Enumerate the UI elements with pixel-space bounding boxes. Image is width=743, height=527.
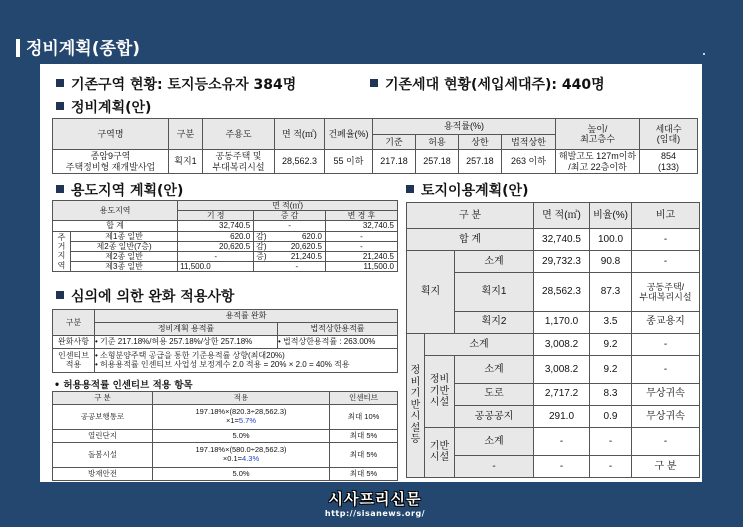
table-cell: 20,620.5 — [269, 241, 326, 251]
table-cell: 제2종 일반(7층) — [71, 241, 178, 251]
table-cell: 87.3 — [590, 273, 632, 311]
header-cell: 비고 — [632, 203, 700, 229]
table-cell: 해발고도 127m이하 /최고 22층이하 — [556, 150, 640, 174]
table-cell — [95, 348, 398, 372]
table-cell: 32,740.5 — [178, 221, 254, 231]
header-cell: 구분 — [53, 310, 95, 336]
header-cell: 높이/ 최고층수 — [556, 119, 640, 150]
heading-text: 토지이용계획(안) — [421, 183, 529, 199]
table-cell: - — [632, 229, 700, 251]
table-cell: 257.18 — [458, 150, 501, 174]
table-cell: 합 계 — [53, 221, 178, 231]
table-cell — [153, 405, 330, 430]
table-cell: • 기준 217.18%/허용 257.18%/상한 257.18% — [95, 335, 278, 348]
formula-text: ×1= — [225, 416, 239, 426]
table-cell: 증) — [254, 251, 269, 261]
header-cell: 면 적(㎡) — [178, 201, 398, 211]
heading-text: 허용용적률 인센티브 적용 항목 — [63, 380, 193, 391]
table-cell: 9.2 — [590, 355, 632, 383]
table-cell: 21,240.5 — [269, 251, 326, 261]
header-cell: 주용도 — [203, 119, 275, 150]
heading-relief — [56, 286, 234, 306]
header-cell: 법적상한용적률 — [278, 322, 398, 335]
formula-line — [153, 417, 329, 426]
header-cell: 용적률 완화 — [95, 310, 398, 323]
table-cell: 291.0 — [534, 405, 590, 427]
table-cell: - — [534, 455, 590, 477]
table-cell: 구 분 — [632, 455, 700, 477]
table-cell: 257.18 — [415, 150, 458, 174]
relief-table — [52, 309, 398, 373]
table-cell: 돌봄시설 — [53, 443, 153, 468]
formula-result: 4.3% — [242, 453, 260, 463]
header-cell: 면 적(㎡) — [275, 119, 325, 150]
header-cell: 적용 — [153, 392, 330, 405]
table-cell: 최대 5% — [330, 429, 398, 442]
table-cell: 완화사항 — [53, 335, 95, 348]
table-cell: 획지1 — [169, 150, 203, 174]
table-cell: 열린단지 — [53, 429, 153, 442]
table-cell: 5.0% — [153, 467, 330, 480]
header-cell: 구 분 — [53, 392, 153, 405]
table-cell: 100.0 — [590, 229, 632, 251]
table-cell: - — [455, 455, 534, 477]
header-cell: 용적률(%) — [373, 119, 556, 135]
table-cell: 32,740.5 — [326, 221, 398, 231]
plan-table — [52, 118, 698, 174]
bullet-square-icon — [56, 291, 64, 299]
heading-plan — [56, 97, 151, 117]
bullet-square-icon — [56, 79, 64, 87]
header-cell: 증 감 — [254, 211, 326, 221]
header-cell: 허용 — [415, 134, 458, 150]
header-cell: 기준 — [373, 134, 416, 150]
table-cell: 620.0 — [269, 231, 326, 241]
table-cell: 제3종 일반 — [71, 262, 178, 272]
formula-line — [153, 455, 329, 464]
formula-text: ×0.1= — [222, 453, 243, 463]
table-cell: 획지 — [407, 251, 455, 334]
table-cell: 3,008.2 — [534, 355, 590, 383]
bullet-square-icon — [56, 102, 64, 110]
logo-text: 시사프리신문 — [328, 490, 422, 508]
header-cell: 비율(%) — [590, 203, 632, 229]
table-cell: 기반 시설 — [425, 427, 455, 477]
table-cell: 2,717.2 — [534, 383, 590, 405]
table-cell: 소계 — [455, 427, 534, 455]
table-cell: - — [590, 455, 632, 477]
header-cell: 세대수 (임대) — [640, 119, 698, 150]
header-cell: 용도지역 — [53, 201, 178, 221]
table-cell: 21,240.5 — [326, 251, 398, 261]
heading-text: 심의에 의한 완화 적용사항 — [71, 289, 235, 305]
table-cell: 217.18 — [373, 150, 416, 174]
incentive-table — [52, 391, 398, 481]
table-cell: 제2종 일반 — [71, 251, 178, 261]
table-cell: 854 (133) — [640, 150, 698, 174]
table-cell: 감) — [254, 231, 269, 241]
header-cell: 구 분 — [407, 203, 534, 229]
heading-text: 기존세대 현황(세입세대주): 440명 — [385, 77, 605, 93]
table-cell: 263 이하 — [501, 150, 555, 174]
formula-result: 5.7% — [238, 416, 257, 426]
table-cell: 최대 10% — [330, 405, 398, 430]
corner-dot — [703, 53, 705, 55]
header-cell: 면 적(㎡) — [534, 203, 590, 229]
relief-line: • 허용용적률 인센티브 사업성 보정계수 2.0 적용 = 20% × 2.0 = 40% 적용 — [95, 360, 350, 370]
header-cell: 법적상한 — [501, 134, 555, 150]
table-cell: • 법적상한용적률 : 263.00% — [278, 335, 398, 348]
table-cell: 29,732.3 — [534, 251, 590, 273]
table-cell: 소계 — [455, 251, 534, 273]
header-cell: 건폐율(%) — [325, 119, 373, 150]
heading-text: 정비계획(안) — [71, 100, 152, 116]
heading-existing-area — [56, 74, 296, 94]
table-cell: 32,740.5 — [534, 229, 590, 251]
header-cell: 구분 — [169, 119, 203, 150]
table-cell: 11,500.0 — [178, 262, 254, 272]
table-cell: 1,170.0 — [534, 311, 590, 333]
table-cell: 획지2 — [455, 311, 534, 333]
bullet-square-icon — [370, 79, 378, 87]
title-bar — [16, 39, 20, 57]
table-cell: 무상귀속 — [632, 383, 700, 405]
table-cell: 종암9구역 주택정비형 재개발사업 — [53, 150, 169, 174]
header-cell: 구역명 — [53, 119, 169, 150]
table-cell: 0.9 — [590, 405, 632, 427]
table-cell: 28,562.3 — [534, 273, 590, 311]
table-cell: 9.2 — [590, 333, 632, 355]
table-cell: 공공공지 — [455, 405, 534, 427]
table-cell: - — [534, 427, 590, 455]
header-cell: 정비계획 용적률 — [95, 322, 278, 335]
table-cell: 90.8 — [590, 251, 632, 273]
table-cell: - — [254, 221, 326, 231]
table-cell: 합 계 — [407, 229, 534, 251]
table-cell: 최대 5% — [330, 443, 398, 468]
zoning-table — [52, 200, 398, 272]
logo-url: http://sisanews.org/ — [324, 509, 426, 518]
table-cell: 3,008.2 — [534, 333, 590, 355]
page-title-text: 정비계획(종합) — [26, 39, 141, 59]
table-cell: 20,620.5 — [178, 241, 254, 251]
table-cell: 공동주택/ 부대복리시설 — [632, 273, 700, 311]
table-cell: 획지1 — [455, 273, 534, 311]
table-cell: 8.3 — [590, 383, 632, 405]
table-cell: 제1종 일반 — [71, 231, 178, 241]
landuse-table — [406, 202, 700, 478]
header-cell: 기 정 — [178, 211, 254, 221]
heading-text: 용도지역 계획(안) — [71, 183, 184, 199]
table-cell: 인센티브 적용 — [53, 348, 95, 372]
table-cell: 3.5 — [590, 311, 632, 333]
header-cell: 변 경 후 — [326, 211, 398, 221]
header-cell: 상한 — [458, 134, 501, 150]
table-cell — [153, 443, 330, 468]
header-cell: 인센티브 — [330, 392, 398, 405]
heading-zoning — [56, 180, 183, 200]
page-title — [16, 34, 140, 59]
table-cell: - — [632, 251, 700, 273]
newspaper-logo — [320, 488, 430, 518]
table-cell: - — [178, 251, 254, 261]
table-cell: 감) — [254, 241, 269, 251]
content-panel — [40, 64, 702, 482]
heading-existing-households — [370, 74, 605, 94]
bullet-square-icon — [56, 185, 64, 193]
table-cell: 공동주택 및 부대복리시설 — [203, 150, 275, 174]
table-cell: 도로 — [455, 383, 534, 405]
heading-landuse — [406, 180, 528, 200]
table-cell: 소계 — [455, 355, 534, 383]
table-cell: 정비 기반 시설 — [425, 355, 455, 427]
formula-line: 197.18%×(820.3÷28,562.3) — [195, 407, 287, 417]
table-cell: 55 이하 — [325, 150, 373, 174]
table-cell: - — [269, 262, 326, 272]
table-cell: 28,562.3 — [275, 150, 325, 174]
table-cell: 정비 기반 시설 등 — [407, 333, 425, 477]
table-cell: 5.0% — [153, 429, 330, 442]
table-cell: 최대 5% — [330, 467, 398, 480]
table-cell: 종교용지 — [632, 311, 700, 333]
table-cell: - — [632, 355, 700, 383]
relief-line: • 소형분양주택 공급을 통한 기준용적률 상향(최대20%) — [95, 351, 285, 361]
table-cell: - — [632, 333, 700, 355]
table-cell: 방재안전 — [53, 467, 153, 480]
table-cell: 공공보행통로 — [53, 405, 153, 430]
table-cell: - — [590, 427, 632, 455]
formula-line: 197.18%×(580.0÷28,562.3) — [195, 445, 287, 455]
table-cell: 620.0 — [178, 231, 254, 241]
table-cell: - — [632, 427, 700, 455]
heading-text: 기존구역 현황: 토지등소유자 384명 — [71, 77, 297, 93]
table-cell — [254, 262, 269, 272]
heading-incentive: • 허용용적률 인센티브 적용 항목 — [54, 380, 193, 391]
table-cell: 소계 — [425, 333, 534, 355]
bullet-square-icon — [406, 185, 414, 193]
table-cell: 11,500.0 — [326, 262, 398, 272]
table-cell: - — [326, 241, 398, 251]
table-cell: 주거 지역 — [53, 231, 71, 272]
table-cell: 무상귀속 — [632, 405, 700, 427]
table-cell: - — [326, 231, 398, 241]
